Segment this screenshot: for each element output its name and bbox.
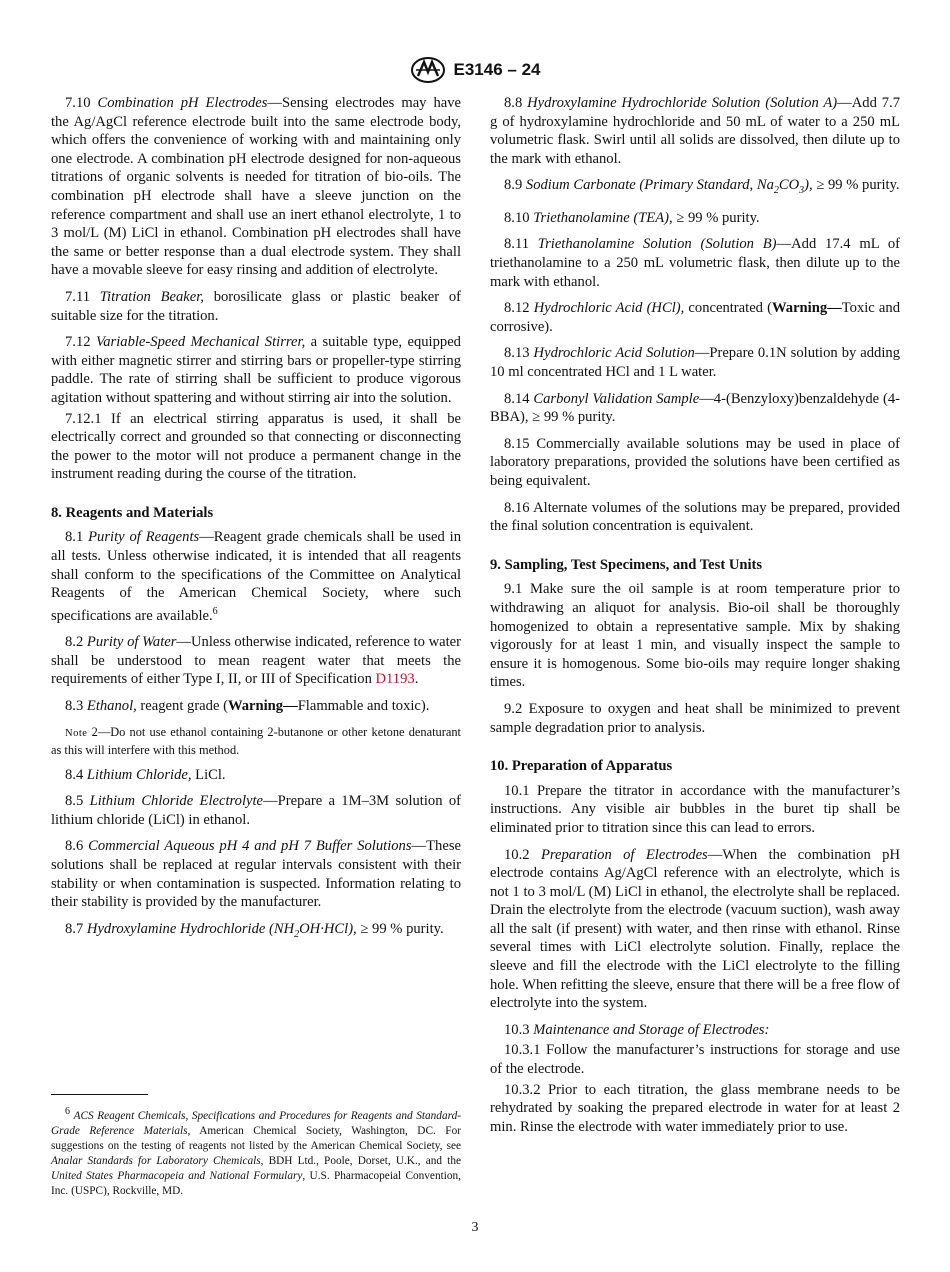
para-8-2: 8.2 Purity of Water—Unless otherwise indicated, reference to water shall be understood to mean reagent water that meets the requirements of either Type I, II, or III of Specification D1193. — [51, 634, 461, 688]
para-8-8: 8.8 Hydroxylamine Hydrochloride Solution (Solution A)—Add 7.7 g of hydroxylamine hydrochloride and 50 mL of water to a 250 mL volumetric flask. Swirl until all solids are dissolved, then dilute up to the mark with ethanol. — [490, 95, 900, 167]
para-8-6: 8.6 Commercial Aqueous pH 4 and pH 7 Buffer Solutions—These solutions shall be replaced at regular intervals consistent with their stability or when contamination is suspected. Information relating to their stability is provided by the manufacturer. — [51, 838, 461, 911]
note-2: Note 2—Do not use ethanol containing 2-butanone or other ketone denaturant as this will interfere with this method. — [51, 724, 462, 757]
footnote-6: $^6$ ACS Reagent Chemicals, Specifications and Procedures for Reagents and Standard-Grade Reference Materials, American Chemical Society, Washington, DC. For suggestions on the testing of reagents not listed by the American Chemical Society, see Analar Standards for Laboratory Chemicals, BDH Ltd., Poole, Dorset, U.K., and the United States Pharmacopeia and National Formulary, U.S. Pharmacopeial Convention, Inc. (USPC), Rockville, MD. — [51, 1106, 461, 1197]
para-10-3-2: 10.3.2 Prior to each titration, the glass membrane needs to be rehydrated by soaking the prepared electrode in water for at least 2 min. Rinse the electrode with water immediately prior to use. — [490, 1081, 900, 1135]
footnote-divider — [51, 1094, 148, 1095]
section-9-heading: 9. Sampling, Test Specimens, and Test Units — [490, 556, 763, 573]
right-column — [490, 94, 900, 1144]
para-8-4: 8.4 Lithium Chloride, LiCl. — [65, 766, 226, 783]
section-10-heading: 10. Preparation of Apparatus — [490, 758, 673, 775]
para-8-12: 8.12 Hydrochloric Acid (HCl), concentrated (Warning—Toxic and corrosive). — [490, 300, 900, 335]
para-9-1: 9.1 Make sure the oil sample is at room temperature prior to withdrawing an aliquot for analysis. Bio-oil shall be thoroughly homogenized to obtain a representative sample. Mix by shaking vigorously for at least 1 min, and visually inspect the sample to ensure it is homogenous. Some bio-oils may require longer shaking times. — [490, 581, 900, 691]
para-8-11: 8.11 Triethanolamine Solution (Solution B)—Add 17.4 mL of triethanolamine to a 250 mL volumetric flask, then dilute up to the mark with ethanol. — [490, 236, 900, 290]
para-8-10: 8.10 Triethanolamine (TEA), ≥ 99 % purity. — [504, 209, 760, 226]
para-8-16: 8.16 Alternate volumes of the solutions may be prepared, provided the final solution concentration is equivalent. — [490, 499, 900, 535]
page-number: 3 — [471, 1220, 479, 1235]
para-8-9: 8.9 Sodium Carbonate (Primary Standard, $Na_2CO_3$), ≥ 99 % purity. — [504, 177, 900, 197]
para-7-12: 7.12 Variable-Speed Mechanical Stirrer, a suitable type, equipped with either magnetic stirrer and stirring bars or propeller-type stirring paddle. The rate of stirring shall be sufficient to produce vigorous agitation without spattering and without stirring air into the solution. — [51, 334, 461, 406]
document-id: E3146 – 24 — [453, 60, 541, 79]
para-8-13: 8.13 Hydrochloric Acid Solution—Prepare 0.1N solution by adding 10 ml concentrated HCl and 1 L water. — [490, 345, 900, 381]
para-10-1: 10.1 Prepare the titrator in accordance with the manufacturer’s instructions. Any visible air bubbles in the buret tip shall be eliminated prior to titration since this can lead to errors. — [490, 782, 900, 836]
para-8-15: 8.15 Commercially available solutions may be used in place of laboratory preparations, provided the solutions have been certified as being equivalent. — [490, 435, 900, 489]
para-7-11: 7.11 Titration Beaker, borosilicate glass or plastic beaker of suitable size for the titration. — [51, 288, 461, 324]
para-8-3: 8.3 Ethanol, reagent grade (Warning—Flammable and toxic). — [65, 698, 430, 715]
left-column — [51, 94, 461, 952]
spec-link-d1193[interactable]: D1193 — [375, 671, 415, 688]
para-10-3: 10.3 Maintenance and Storage of Electrodes: — [504, 1021, 770, 1038]
para-8-1: 8.1 Purity of Reagents—Reagent grade chemicals shall be used in all tests. Unless otherwise indicated, it is intended that all reagents shall conform to the specifications of the Committee on Analytical Reagents of the American Chemical Society, where such specifications are available.$^6$ — [51, 529, 461, 624]
para-8-14: 8.14 Carbonyl Validation Sample—4-(Benzyloxy)benzaldehyde (4-BBA), ≥ 99 % purity. — [490, 390, 900, 426]
para-10-2: 10.2 Preparation of Electrodes—When the combination pH electrode contains Ag/AgCl reference with an electrolyte, which is not 1 to 3 mol/L (M) LiCl in ethanol, the electrolyte shall be replaced. Drain the electrolyte from the electrode (vacuum suction), wash away all the salt (if present) with water, and then rinse with ethanol. Rinse several times with LiCl electrolyte solution. Finally, replace the sleeve and fill the electrode with the LiCl electrolyte to the filling hole. When refitting the sleeve, ensure that there will be a free flow of electrolyte into the system. — [490, 846, 900, 1012]
para-10-3-1: 10.3.1 Follow the manufacturer’s instructions for storage and use of the electrode. — [490, 1042, 900, 1078]
para-8-7: 8.7 Hydroxylamine Hydrochloride $(NH_2OH\cdot HCl)$, ≥ 99 % purity. — [65, 920, 444, 940]
para-7-12-1: 7.12.1 If an electrical stirring apparatus is used, it shall be electrically correct and grounded so that connecting or disconnecting the power to the motor will not produce a permanent change in the instrument reading during the course of the titration. — [51, 410, 461, 483]
para-7-10: 7.10 Combination pH Electrodes—Sensing electrodes may have the Ag/AgCl reference electrode built into the same electrode body, which offers the convenience of working with and maintaining only one electrode. A combination pH electrode designed for non-aqueous titrations of organic solvents is needed for titration of bio-oils. The combination pH electrode shall have a sleeve junction on the reference compartment and shall use an inert ethanol electrolyte, 1 to 3 mol/L (M) LiCl in ethanol. Combination pH electrodes shall have the same or better response than a dual electrode system. They shall have a movable sleeve for easy rinsing and addition of electrolyte. — [51, 95, 461, 279]
footnote-ref: 6 — [212, 605, 218, 617]
para-8-5: 8.5 Lithium Chloride Electrolyte—Prepare a 1M–3M solution of lithium chloride (LiCl) in ethanol. — [51, 793, 461, 828]
section-8-heading: 8. Reagents and Materials — [51, 504, 214, 521]
para-9-2: 9.2 Exposure to oxygen and heat shall be minimized to prevent sample degradation prior to analysis. — [490, 700, 900, 736]
page-header — [0, 56, 950, 84]
astm-logo-icon — [410, 56, 446, 84]
